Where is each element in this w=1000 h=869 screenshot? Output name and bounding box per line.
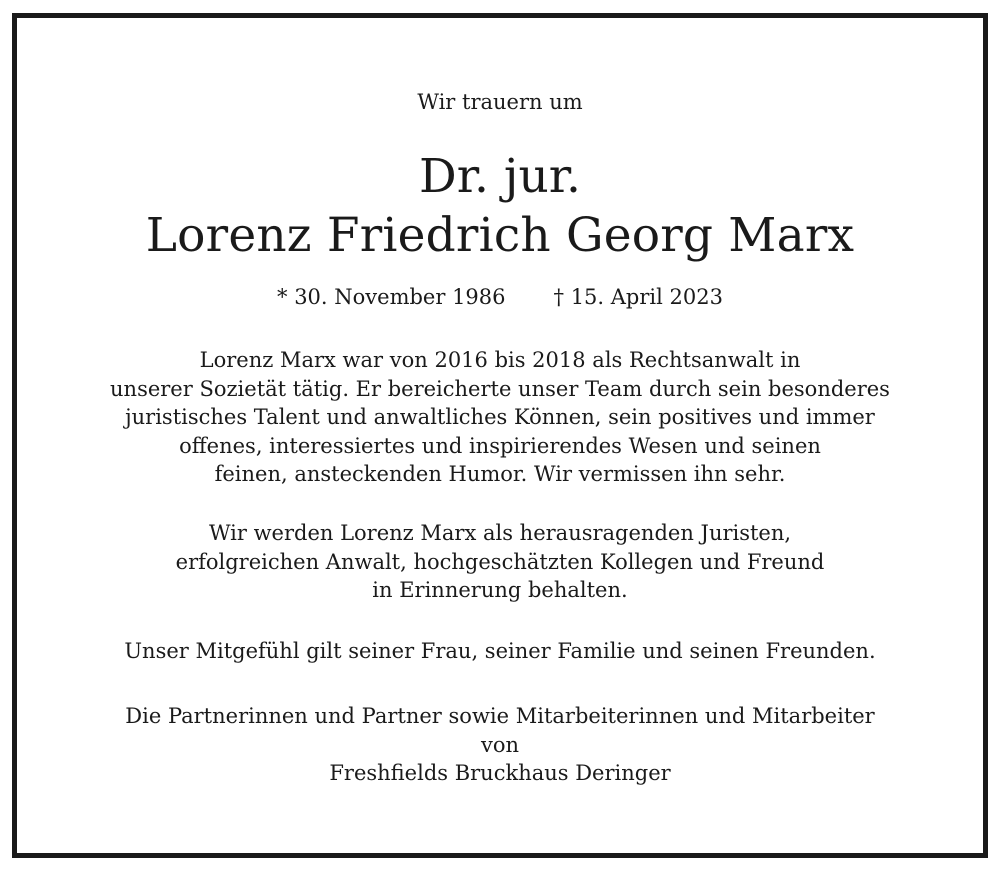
deceased-name: Lorenz Friedrich Georg Marx: [145, 208, 855, 263]
firm-name: Freshfields Bruckhaus Deringer: [329, 761, 671, 785]
signature-line: Die Partnerinnen und Partner sowie Mitarbeiterinnen und Mitarbeiter: [125, 704, 875, 728]
tribute-line: juristisches Talent und anwaltliches Können, sein positives und immer: [125, 405, 875, 429]
death-date: † 15. April 2023: [553, 285, 723, 309]
tribute-line: unserer Sozietät tätig. Er bereicherte unser Team durch sein besonderes: [110, 376, 890, 401]
memory-line: in Erinnerung behalten.: [372, 578, 628, 602]
tribute-line: offenes, interessiertes und inspirierendes Wesen und seinen: [179, 433, 821, 458]
intro-text: Wir trauern um: [417, 90, 583, 114]
memory-line: Wir werden Lorenz Marx als herausragenden Juristen,: [208, 521, 792, 545]
memory-paragraph: [17, 519, 983, 605]
signature-block: [17, 702, 983, 788]
signature-line: von: [480, 732, 520, 757]
obituary-frame: [12, 13, 988, 858]
sympathy-paragraph: [17, 637, 983, 666]
tribute-paragraph: [17, 346, 983, 489]
tribute-line: feinen, ansteckenden Humor. Wir vermissen ihn sehr.: [214, 462, 786, 486]
memory-line: erfolgreichen Anwalt, hochgeschätzten Kollegen und Freund: [175, 549, 825, 574]
sympathy-line: Unser Mitgefühl gilt seiner Frau, seiner Familie und seinen Freunden.: [124, 639, 876, 663]
tribute-line: Lorenz Marx war von 2016 bis 2018 als Rechtsanwalt in: [199, 348, 801, 372]
life-dates: [17, 283, 983, 311]
academic-title: Dr. jur.: [419, 149, 581, 204]
birth-date: * 30. November 1986: [277, 285, 506, 309]
